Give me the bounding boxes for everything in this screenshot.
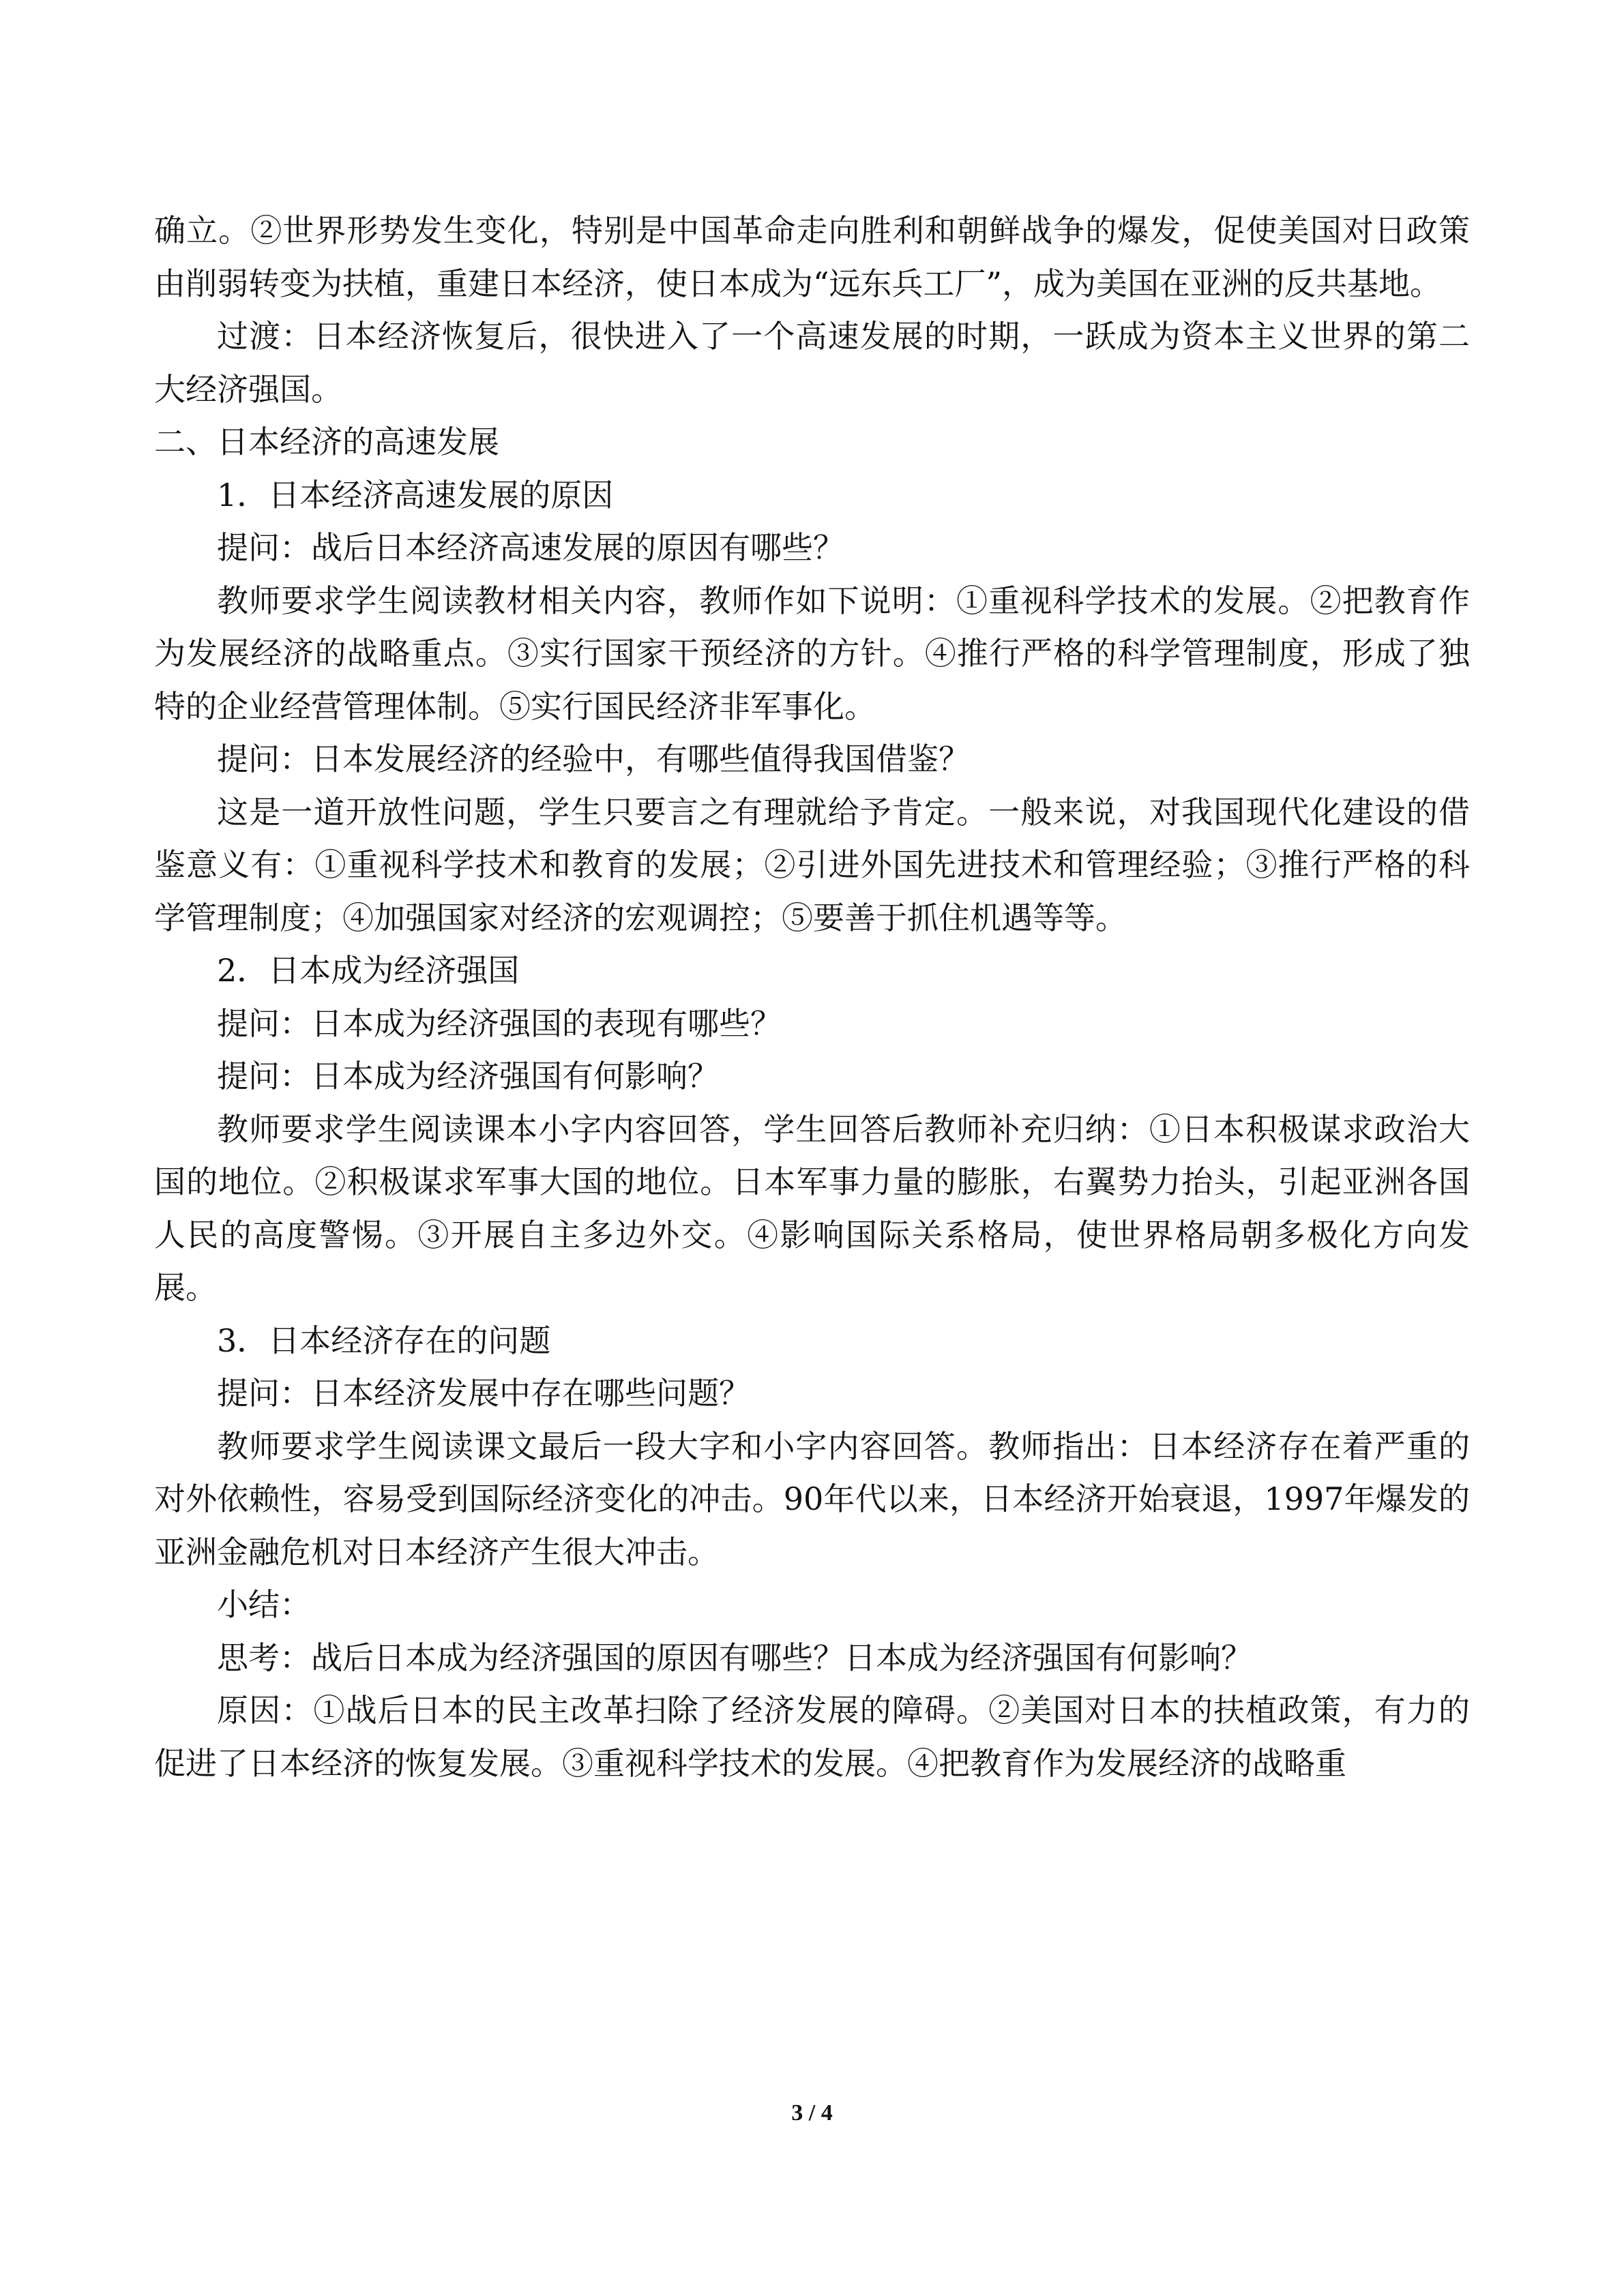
subheading-causes: 1．日本经济高速发展的原因	[217, 476, 614, 513]
subheading-problems: 3．日本经济存在的问题	[217, 1322, 551, 1359]
paragraph-question-causes: 提问：战后日本经济高速发展的原因有哪些？	[217, 529, 844, 566]
paragraph-lessons-answer: 这是一道开放性问题，学生只要言之有理就给予肯定。一般来说，对我国现代化建设的借鉴意义有：①重视科学技术和教育的发展；②引进外国先进技术和管理经验；③推行严格的科学管理制度；④加强国家对经济的宏观调控；⑤要善于抓住机遇等等。	[154, 793, 1470, 936]
paragraph-summary-label: 小结：	[217, 1586, 311, 1623]
section-heading-2: 二、日本经济的高速发展	[154, 423, 499, 460]
paragraph-question-influence: 提问：日本成为经济强国有何影响？	[217, 1058, 719, 1094]
paragraph-reasons: 原因：①战后日本的民主改革扫除了经济发展的障碍。②美国对日本的扶植政策，有力的促进了日本经济的恢复发展。③重视科学技术的发展。④把教育作为发展经济的战略重	[154, 1692, 1470, 1782]
document-body	[154, 205, 1470, 1790]
paragraph-influence-answer: 教师要求学生阅读课本小字内容回答，学生回答后教师补充归纳：①日本积极谋求政治大国的地位。②积极谋求军事大国的地位。日本军事力量的膨胀，右翼势力抬头，引起亚洲各国人民的高度警惕。③开展自主多边外交。④影响国际关系格局，使世界格局朝多极化方向发展。	[154, 1110, 1470, 1306]
paragraph-think-question: 思考：战后日本成为经济强国的原因有哪些？日本成为经济强国有何影响？	[217, 1639, 1252, 1676]
paragraph-question-lessons: 提问：日本发展经济的经验中，有哪些值得我国借鉴？	[217, 741, 970, 777]
paragraph-problems-answer: 教师要求学生阅读课文最后一段大字和小字内容回答。教师指出：日本经济存在着严重的对外依赖性，容易受到国际经济变化的冲击。90年代以来，日本经济开始衰退，1997年爆发的亚洲金融危机对日本经济产生很大冲击。	[154, 1427, 1470, 1570]
paragraph-continuation: 确立。②世界形势发生变化，特别是中国革命走向胜利和朝鲜战争的爆发，促使美国对日政策由削弱转变为扶植，重建日本经济，使日本成为“远东兵工厂”，成为美国在亚洲的反共基地。	[154, 212, 1470, 302]
paragraph-question-problems: 提问：日本经济发展中存在哪些问题？	[217, 1375, 750, 1412]
page-number: 3 / 4	[791, 2100, 833, 2126]
paragraph-transition: 过渡：日本经济恢复后，很快进入了一个高速发展的时期，一跃成为资本主义世界的第二大经济强国。	[154, 318, 1470, 408]
subheading-economic-power: 2．日本成为经济强国	[217, 952, 520, 989]
paragraph-teacher-explanation: 教师要求学生阅读教材相关内容，教师作如下说明：①重视科学技术的发展。②把教育作为发展经济的战略重点。③实行国家干预经济的方针。④推行严格的科学管理制度，形成了独特的企业经营管理体制。⑤实行国民经济非军事化。	[154, 582, 1470, 725]
paragraph-question-manifestations: 提问：日本成为经济强国的表现有哪些？	[217, 1004, 782, 1042]
